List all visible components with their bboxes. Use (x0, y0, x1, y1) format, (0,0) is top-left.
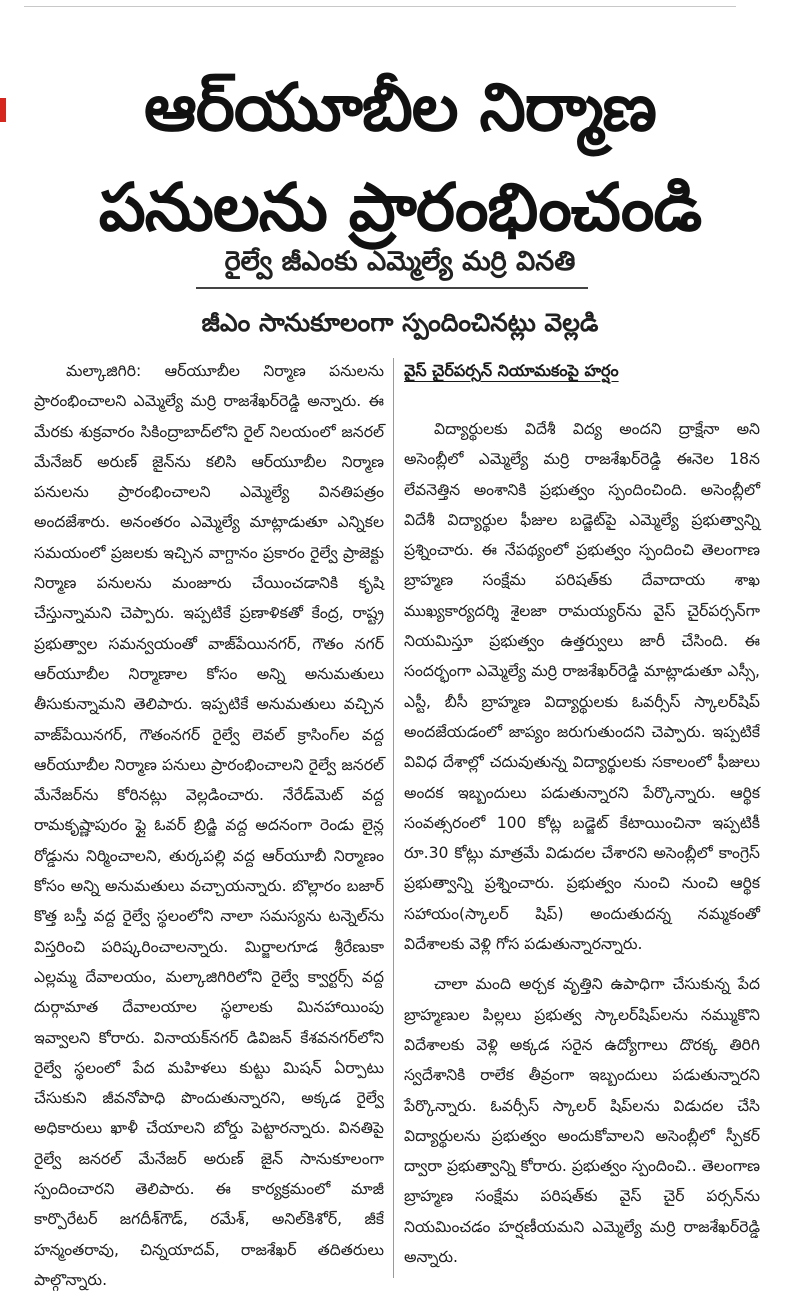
sidebar-heading: వైస్ చైర్‌పర్సన్ నియామకంపై హర్షం (404, 361, 619, 380)
column-divider (393, 358, 394, 1278)
subheading-underline (196, 287, 588, 289)
headline: ఆర్‌యూబీల నిర్మాణ పనులను ప్రారంభించండి (98, 69, 702, 246)
subheading: రైల్వే జీఎంకు ఎమ్మెల్యే మర్రి వినతి (224, 246, 576, 277)
article-body-left: మల్కాజిగిరి: ఆర్‌యూబీల నిర్మాణ పనులను ప్రారంభించాలని ఎమ్మెల్యే మర్రి రాజశేఖర్‌రెడ్డి అన్నారు. ఈ మేరకు శుక్రవారం సికింద్రాబాద్‌లోని రైల్ నిలయంలో జనరల్ మేనేజర్ అరుణ్ జైన్‌ను కలిసి ఆర్‌యూబీల నిర్మాణ పనులను ప్రారంభించాలని ఎమ్మెల్యే వినతిపత్రం అందజేశారు. అనంతరం ఎమ్మెల్యే మాట్లాడుతూ ఎన్నికల సమయంలో ప్రజలకు ఇచ్చిన వాగ్దానం ప్రకారం రైల్వే ప్రాజెక్టు నిర్మాణ పనులను మంజూరు చేయించడానికి కృషి చేస్తున్నామని చెప్పారు. ఇప్పటికే ప్రణాళికతో కేంద్ర, రాష్ట్ర ప్రభుత్వాల సమన్వయంతో వాజ్‌పేయినగర్, గౌతం నగర్ ఆర్‌యూబీల నిర్మాణాల కోసం అన్ని అనుమతులు తీసుకున్నామని తెలిపారు. ఇప్పటికే అనుమతులు వచ్చిన వాజ్‌పేయినగర్, గౌతంనగర్ రైల్వే లెవల్ క్రాసింగ్‌ల వద్ద ఆర్‌యూబీల నిర్మాణ పనులు ప్రారంభించాలని రైల్వే జనరల్ మేనేజర్‌ను కోరినట్లు వెల్లడించారు. నేరేడ్‌మెట్ వద్ద రామకృష్ణాపురం ఫ్లై ఓవర్ బ్రిడ్జి వద్ద అదనంగా రెండు లైన్ల రోడ్డును నిర్మించాలని, తుర్కపల్లి వద్ద ఆర్‌యూబీ నిర్మాణం కోసం అన్ని అనుమతులు వచ్చాయన్నారు. బొల్లారం బజార్ కొత్త బస్తీ వద్ద రైల్వే స్థలంలోని నాలా సమస్యను టన్నెల్‌ను విస్తరించి పరిష్కరించాలన్నారు. మిర్జాలగూడ శ్రీరేణుకా ఎల్లమ్మ దేవాలయం, మల్కాజిగిరిలోని రైల్వే క్వార్టర్స్ వద్ద దుర్గామాత దేవాలయాల స్థలాలకు మినహాయింపు ఇవ్వాలని కోరారు. వినాయక్‌నగర్ డివిజన్ కేశవనగర్‌లోని రైల్వే స్థలంలో పేద మహిళలు కుట్టు మిషన్ ఏర్పాటు చేసుకుని జీవనోపాధి పొందుతున్నారని, అక్కడ రైల్వే అధికారులు ఖాళీ చేయాలని బోర్డు పెట్టారన్నారు. వినతిపై రైల్వే జనరల్ మేనేజర్ అరుణ్ జైన్ సానుకూలంగా స్పందించారని తెలిపారు. ఈ కార్యక్రమంలో మాజీ కార్పొరేటర్ జగదీశ్‌గౌడ్, రమేశ్, అనిల్‌కిశోర్, జీకే హన్మంతరావు, చిన్నయాదవ్, రాజశేఖర్ తదితరులు పాల్గొన్నారు. (34, 362, 384, 1289)
subheading-secondary: జీఎం సానుకూలంగా స్పందించినట్లు వెల్లడి (201, 308, 599, 337)
page-edge-mark (0, 98, 6, 122)
top-rule (24, 6, 736, 7)
sidebar-body (404, 414, 760, 1272)
sidebar-paragraph: విద్యార్థులకు విదేశీ విద్య అందని ద్రాక్షేనా అని అసెంబ్లీలో ఎమ్మెల్యే మర్రి రాజశేఖర్‌రెడ్డి ఈనెల 18న లేవనెత్తిన అంశానికి ప్రభుత్వం స్పందించింది. అసెంబ్లీలో విదేశీ విద్యార్థుల ఫీజుల బడ్జెట్‌పై ఎమ్మెల్యే ప్రభుత్వాన్ని ప్రశ్నించారు. ఈ నేపథ్యంలో ప్రభుత్వం స్పందించి తెలంగాణ బ్రాహ్మణ సంక్షేమ పరిషత్‌కు దేవాదాయ శాఖ ముఖ్యకార్యదర్శి శైలజా రామయ్యర్‌ను వైస్ చైర్‌పర్సన్‌గా నియమిస్తూ ప్రభుత్వం ఉత్తర్వులు జారీ చేసింది. ఈ సందర్భంగా ఎమ్మెల్యే మర్రి రాజశేఖర్‌రెడ్డి మాట్లాడుతూ ఎస్సీ, ఎస్టీ, బీసీ బ్రాహ్మణ విద్యార్థులకు ఓవర్సీస్ స్కాలర్‌షిప్ అందజేయడంలో జాప్యం జరుగుతుందని చెప్పారు. ఇప్పటికే వివిధ దేశాల్లో చదువుతున్న విద్యార్థులకు సకాలంలో ఫీజులు అందక ఇబ్బందులు పడుతున్నారని పేర్కొన్నారు. ఆర్థిక సంవత్సరంలో 100 కోట్ల బడ్జెట్ కేటాయించినా ఇప్పటికీ రూ.30 కోట్లు మాత్రమే విడుదల చేశారని అసెంబ్లీలో కాంగ్రెస్ ప్రభుత్వాన్ని ప్రశ్నించారు. ప్రభుత్వం నుంచి నుంచి ఆర్థిక సహాయం(స్కాలర్ షిప్) అందుతుదన్న నమ్మకంతో విదేశాలకు వెళ్లి గోస పడుతున్నారన్నారు. (404, 420, 760, 954)
sidebar-paragraph: చాలా మంది అర్చక వృత్తిని ఉపాధిగా చేసుకున్న పేద బ్రాహ్మణుల పిల్లలు ప్రభుత్వ స్కాలర్‌షిప్‌లను నమ్ముకొని విదేశాలకు వెళ్లి అక్కడ సరైన ఉద్యోగాలు దొరక్క తిరిగి స్వదేశానికి రాలేక తీవ్రంగా ఇబ్బందులు పడుతున్నారని పేర్కొన్నారు. ఓవర్సీస్ స్కాలర్ షిప్‌లను విడుదల చేసి విద్యార్థులను ప్రభుత్వం అందుకోవాలని అసెంబ్లీలో స్పీకర్ ద్వారా ప్రభుత్వాన్ని కోరారు. ప్రభుత్వం స్పందించి.. తెలంగాణ బ్రాహ్మణ సంక్షేమ పరిషత్‌కు వైస్ చైర్ పర్సన్‌ను నియమించడం హర్షణీయమని ఎమ్మెల్యే మర్రి రాజశేఖర్‌రెడ్డి అన్నారు. (404, 975, 760, 1267)
